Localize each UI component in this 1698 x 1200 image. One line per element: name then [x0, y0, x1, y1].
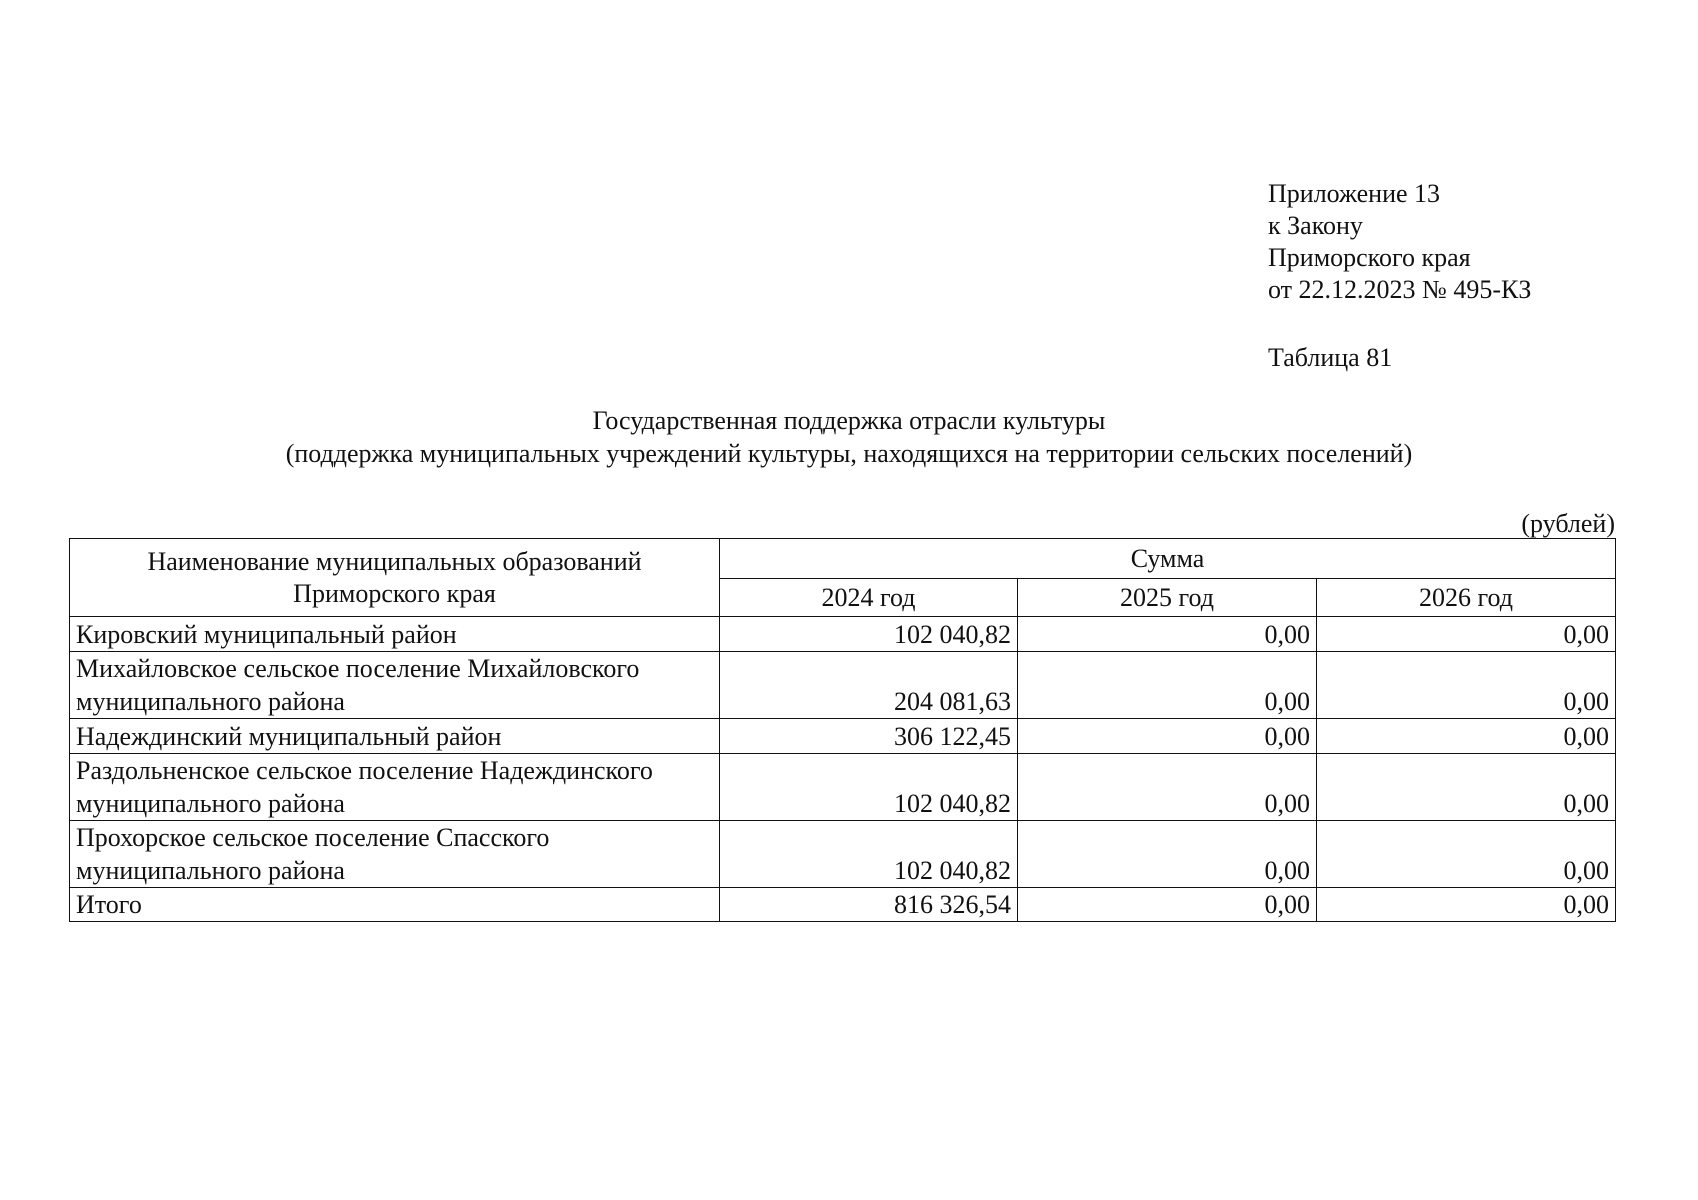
- value-2026: 0,00: [1317, 719, 1616, 754]
- value-2024: 102 040,82: [720, 821, 1018, 888]
- row-name-cell: [70, 617, 720, 652]
- appendix-line-1: Приложение 13: [1268, 179, 1441, 208]
- appendix-block: [1268, 178, 1531, 306]
- header-row-sum: [70, 539, 1616, 579]
- total-value-2026: 0,00: [1317, 888, 1616, 922]
- row-name-cell: [70, 652, 720, 719]
- title-line-2: (поддержка муниципальных учреждений культуры, находящихся на территории сельских поселений): [285, 439, 1413, 468]
- value-2026: 0,00: [1317, 617, 1616, 652]
- row-name-line: муниципального района: [76, 789, 345, 818]
- appendix-line-2: к Закону: [1268, 211, 1363, 240]
- value-2026: 0,00: [1317, 754, 1616, 821]
- table-row: [70, 754, 1616, 821]
- value-2024: 204 081,63: [720, 652, 1018, 719]
- table-row: [70, 821, 1616, 888]
- appendix-line-3: Приморского края: [1268, 243, 1471, 272]
- header-year-2025: 2025 год: [1018, 579, 1317, 617]
- units-label: (рублей): [1521, 509, 1615, 538]
- row-name-line: муниципального района: [76, 856, 345, 885]
- row-name-cell: [70, 821, 720, 888]
- value-2025: 0,00: [1018, 617, 1317, 652]
- value-2024: 306 122,45: [720, 719, 1018, 754]
- header-name-line-2: Приморского края: [293, 578, 496, 608]
- document-title: [0, 404, 1698, 470]
- row-name-line: Раздольненское сельское поселение Надеждинского: [76, 756, 653, 785]
- row-name-cell: [70, 719, 720, 754]
- row-name-line: Надеждинский муниципальный район: [76, 722, 502, 751]
- table-row: [70, 617, 1616, 652]
- value-2024: 102 040,82: [720, 617, 1018, 652]
- table-row: [70, 719, 1616, 754]
- row-name-line: Прохорское сельское поселение Спасского: [76, 823, 550, 852]
- budget-table: [69, 538, 1616, 922]
- total-label: Итого: [70, 888, 720, 922]
- value-2026: 0,00: [1317, 821, 1616, 888]
- value-2025: 0,00: [1018, 719, 1317, 754]
- table-number: Таблица 81: [1268, 343, 1393, 372]
- header-year-2024: 2024 год: [720, 579, 1018, 617]
- row-name-line: Михайловское сельское поселение Михайловского: [76, 654, 640, 683]
- header-year-2026: 2026 год: [1317, 579, 1616, 617]
- row-name-line: муниципального района: [76, 687, 345, 716]
- value-2025: 0,00: [1018, 821, 1317, 888]
- total-row: [70, 888, 1616, 922]
- header-name-cell: [70, 539, 720, 617]
- value-2025: 0,00: [1018, 754, 1317, 821]
- row-name-line: Кировский муниципальный район: [76, 620, 457, 649]
- header-name-line-1: Наименование муниципальных образований: [147, 546, 642, 576]
- title-line-1: Государственная поддержка отрасли культуры: [592, 406, 1106, 435]
- value-2026: 0,00: [1317, 652, 1616, 719]
- header-sum-cell: Сумма: [720, 539, 1616, 579]
- value-2024: 102 040,82: [720, 754, 1018, 821]
- appendix-line-4: от 22.12.2023 № 495-КЗ: [1268, 275, 1532, 304]
- value-2025: 0,00: [1018, 652, 1317, 719]
- row-name-cell: [70, 754, 720, 821]
- total-value-2025: 0,00: [1018, 888, 1317, 922]
- total-value-2024: 816 326,54: [720, 888, 1018, 922]
- table-row: [70, 652, 1616, 719]
